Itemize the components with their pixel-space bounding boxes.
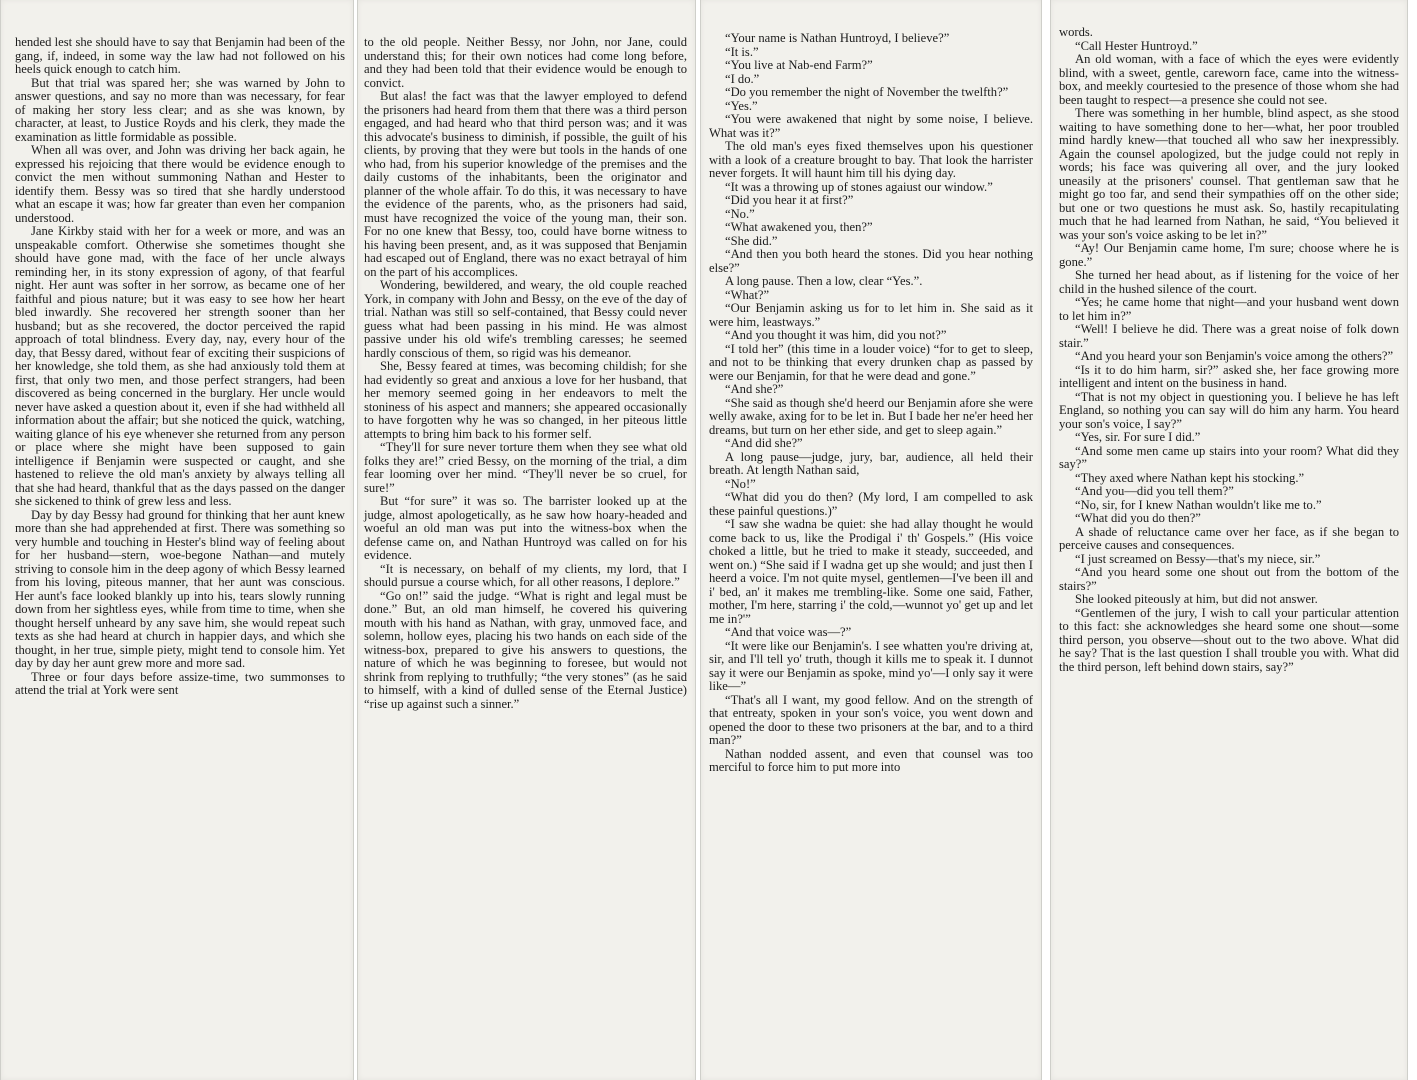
paragraph: “Did you hear it at first?” <box>725 193 854 207</box>
paragraph: “She did.” <box>725 233 778 248</box>
paragraph: When all was over, and John was driving her back again, he expressed his rejoicing that there would be evidence enough to convict the men without summoning Nathan and Hester to identify them. Bessy was so tired that she hardly understood what an escape it was; how far greater than even her companion understood. <box>15 143 345 225</box>
paragraph: But alas! the fact was that the lawyer employed to defend the prisoners had heard from them that there was a third person engaged, and had heard who that third person was; and it was this advocate's business to diminish, if possible, the guilt of his clients, by proving that they were but tools in the hands of one who had, from his superior knowledge of the premises and the daily customs of the inhabitants, been the originator and planner of the whole affair. To do this, it was necessary to have the evidence of the parents, who, as the prisoners had said, must have recognized the voice of the young man, their son. For no one knew that Bessy, too, could have borne witness to his having been present, and, as it was supposed that Benjamin had escaped out of England, there was no exact betrayal of him on the part of his accomplices. <box>364 89 687 279</box>
paragraph: “I just screamed on Bessy—that's my niece, sir.” <box>1075 551 1321 566</box>
paragraph: Nathan nodded assent, and even that counsel was too merciful to force him to put more into <box>709 746 1033 774</box>
paragraph: “And you heard your son Benjamin's voice among the others?” <box>1075 349 1394 363</box>
paragraph: The old man's eyes fixed themselves upon his questioner with a look of a creature brought to bay. That look the harrister never forgets. It will haunt him till his dying day. <box>709 139 1033 180</box>
paragraph: There was something in her humble, blind aspect, as she stood waiting to have something done to her—what, her poor troubled mind hardly knew—that touched all who saw her inexpressibly. Again the counsel apologized, but the judge could not reply in words; his face was quivering all over, and the jury looked uneasily at the prisoners' counsel. That gentleman saw that he might go too far, and send their sympathies off on the other side; but one or two questions he must ask. So, hastily recapitulating much that he had learned from Nathan, he said, “You believed it was your son's voice asking to be let in?” <box>1059 106 1399 242</box>
paragraph: She turned her head about, as if listening for the voice of her child in the hushed silence of the court. <box>1059 268 1399 296</box>
paragraph: “Do you remember the night of November the twelfth?” <box>725 85 1009 99</box>
paragraph: to the old people. Neither Bessy, nor John, nor Jane, could understand this; for their own notices had come long before, and they had been told that their evidence would be enough to convict. <box>364 35 687 90</box>
paragraph: “It were like our Benjamin's. I see whatten you're driving at, sir, and I'll tell yo' truth, though it kills me to speak it. I dunnot say it were our Benjamin as spoke, mind yo'—I only say it were like—” <box>709 638 1033 693</box>
paragraph: “She said as though she'd heerd our Benjamin afore she were welly awake, axing for to be let in. But I bade her ne'er heed her dreams, but turn on her ether side, and get to sleep again.” <box>709 395 1033 437</box>
paragraph: “I told her” (this time in a louder voice) “for to get to sleep, and not to be thinking that every drunken chap as passed by were our Benjamin, for that he were dead and gone.” <box>709 341 1033 383</box>
paragraph: “And she?” <box>725 382 784 396</box>
paragraph: “They'll for sure never torture them when they see what old folks they are!” cried Bessy, on the morning of the trial, a dim fear looming over her mind. “They'll never be so cruel, for sure!” <box>364 440 687 495</box>
paragraph: “That's all I want, my good fellow. And on the strength of that entreaty, spoken in your son's voice, you went down and opened the door to these two prisoners at the bar, and to a third man?” <box>709 692 1033 747</box>
paragraph: “Our Benjamin asking us for to let him in. She said as it were him, leastways.” <box>709 301 1033 329</box>
paragraph: “I saw she wadna be quiet: she had allay thought he would come back to us, like the Prodigal i' th' Gospels.” (His voice choked a little, but he tried to make it steady, succeeded, and went on.) “She said if I wadna get up she would; and just then I heerd a voice. I'm not quite mysel, gentlemen—I've been ill and i' bed, an' it makes me trembling-like. Some one said, Father, mother, I'm here, starring i' the cold,—wunnot yo' get up and let me in?'” <box>709 517 1033 626</box>
paragraph: “What awakened you, then?” <box>725 220 873 234</box>
article-column-3 <box>709 32 1033 775</box>
paragraph: A long pause—judge, jury, bar, audience, all held their breath. At length Nathan said, <box>709 449 1033 477</box>
paragraph: “Gentlemen of the jury, I wish to call your particular attention to this fact: she acknowledges she heard some one shout—some third person, you observe—shout out to the two above. What did he say? That is the last question I shall trouble you with. What did the third person, left behind down stairs, say?” <box>1059 605 1399 674</box>
paragraph: A long pause. Then a low, clear “Yes.”. <box>725 274 923 288</box>
paragraph: She looked piteously at him, but did not answer. <box>1075 592 1318 606</box>
paragraph: “That is not my object in questioning you. I believe he has left England, so nothing you can say will do him any harm. You heard your son's voice, I say?” <box>1059 389 1399 431</box>
paragraph: “Call Hester Huntroyd.” <box>1075 38 1198 53</box>
paragraph: Three or four days before assize-time, two summonses to attend the trial at York were sent <box>15 669 345 697</box>
paragraph: “No!” <box>725 476 756 491</box>
paragraph: “I do.” <box>725 71 760 86</box>
newspaper-clipping-column-4 <box>1050 0 1408 1080</box>
paragraph: “And then you both heard the stones. Did you hear nothing else?” <box>709 247 1033 275</box>
paragraph: “They axed where Nathan kept his stocking.” <box>1075 470 1305 485</box>
article-column-4 <box>1059 26 1399 674</box>
paragraph: “And some men came up stairs into your room? What did they say?” <box>1059 443 1399 471</box>
paragraph: “It was a throwing up of stones agaiust our window.” <box>725 179 993 194</box>
paragraph: She, Bessy feared at times, was becoming childish; for she had evidently so great and anxious a love for her husband, that her memory seemed going in her endeavors to melt the stoniness of his aspect and manners; she appeared occasionally to have forgotten why he was so changed, in her piteous little attempts to bring him back to his former self. <box>364 359 687 441</box>
paragraph: A shade of reluctance came over her face, as if she began to perceive causes and consequences. <box>1059 524 1399 552</box>
article-column-1 <box>15 36 345 698</box>
paragraph: “What did you do then? (My lord, I am compelled to ask these painful questions.)” <box>709 490 1033 518</box>
paragraph: “Yes.” <box>725 98 758 113</box>
paragraph: “And did she?” <box>725 436 803 450</box>
paragraph: words. <box>1059 25 1093 39</box>
paragraph: But that trial was spared her; she was warned by John to answer questions, and say no more than was necessary, for fear of making her story less clear; and as she was known, by character, at least, to Justice Royds and his clerk, they made the examination as little formidable as possible. <box>15 75 345 144</box>
paragraph: “And you thought it was him, did you not?” <box>725 328 947 342</box>
paragraph: An old woman, with a face of which the eyes were evidently blind, with a sweet, gentle, careworn face, came into the witness-box, and meekly courtesied to the presence of those whom she had been taught to respect—a presence she could not see. <box>1059 52 1399 107</box>
newspaper-clipping-column-1 <box>0 0 354 1080</box>
paragraph: “Well! I believe he did. There was a great noise of folk down stair.” <box>1059 322 1399 350</box>
paragraph: Day by day Bessy had ground for thinking that her aunt knew more than she had apprehended at first. There was something so very humble and touching in Hester's blind way of feeling about for her husband—stern, woe-begone Nathan—and mutely striving to console him in the deep agony of which Bessy learned from his loving, piteous manner, that her aunt was conscious. Her aunt's face looked blankly up into his, tears slowly running down from her sightless eyes, while from time to time, when she thought herself unheard by any save him, she would repeat such texts as she had heard at church in happier days, and which she thought, in her true, simple piety, might tend to console him. Yet day by day her aunt grew more and more sad. <box>15 507 345 670</box>
paragraph: “No.” <box>725 206 755 221</box>
paragraph: “Go on!” said the judge. “What is right and legal must be done.” But, an old man himself, he covered his quivering mouth with his hand as Nathan, with gray, unmoved face, and solemn, hollow eyes, placing his two hands on each side of the witness-box, prepared to give his answers to questions, the nature of which he was beginning to foresee, but would not shrink from replying to truthfully; “the very stones” (as he said to himself, with a kind of dulled sense of the Eternal Justice) “rise up against such a sinner.” <box>364 588 687 711</box>
paragraph: “Your name is Nathan Huntroyd, I believe?” <box>725 31 950 45</box>
paragraph: “Yes, sir. For sure I did.” <box>1075 430 1201 444</box>
paragraph: “And you heard some one shout out from the bottom of the stairs?” <box>1059 565 1399 593</box>
article-column-2 <box>364 36 687 711</box>
newspaper-clipping-column-2 <box>357 0 696 1080</box>
paragraph: “And you—did you tell them?” <box>1075 484 1234 498</box>
paragraph: “Yes; he came home that night—and your husband went down to let him in?” <box>1059 295 1399 323</box>
paragraph: “Is it to do him harm, sir?” asked she, her face growing more intelligent and intent on the business in hand. <box>1059 362 1399 390</box>
paragraph: hended lest she should have to say that Benjamin had been of the gang, if, indeed, in some way the law had not followed on his heels quick enough to catch him. <box>15 35 345 76</box>
paragraph: But “for sure” it was so. The barrister looked up at the judge, almost apologetically, as he saw how hoary-headed and woeful an old man was put into the witness-box when the defense came on, and Nathan Huntroyd was called on for his evidence. <box>364 494 687 562</box>
paragraph: “You live at Nab-end Farm?” <box>725 58 873 72</box>
paragraph: “And that voice was—?” <box>725 625 852 639</box>
paragraph: Jane Kirkby staid with her for a week or more, and was an unspeakable comfort. Otherwise she sometimes thought she should have gone mad, with the face of her uncle always reminding her, in its stony expression of agony, of that fearful night. Her aunt was softer in her sorrow, as became one of her faithful and pious nature; but it was easy to see how her heart bled inwardly. She recovered her strength sooner than her husband; but as she recovered, the doctor perceived the rapid approach of total blindness. Every day, nay, every hour of the day, that Bessy dared, without fear of exciting their suspicions of her knowledge, she told them, as she had anxiously told them at first, that only two men, and those perfect strangers, had been discovered as being concerned in the burglary. Her uncle would never have asked a question about it, even if she had withheld all information about the affair; but she noticed the quick, watching, waiting glance of his eye whenever she returned from any person or place where she might have been supposed to gain intelligence if Benjamin were suspected or caught, and she hastened to relieve the old man's anxiety by always telling all that she had heard, thankful that as the days passed on the danger she sickened to think of grew less and less. <box>15 224 345 508</box>
paragraph: “No, sir, for I knew Nathan wouldn't like me to.” <box>1075 497 1322 512</box>
paragraph: Wondering, bewildered, and weary, the old couple reached York, in company with John and Bessy, on the eve of the day of trial. Nathan was still so self-contained, that Bessy could never guess what had been passing in his mind. He was almost passive under his old wife's trembling caresses; he seemed hardly conscious of them, so rigid was his demeanor. <box>364 278 687 360</box>
paragraph: “What did you do then?” <box>1075 511 1201 525</box>
paragraph: “It is necessary, on behalf of my clients, my lord, that I should pursue a course which, for all other reasons, I deplore.” <box>364 561 687 589</box>
paragraph: “It is.” <box>725 44 759 59</box>
newspaper-clipping-column-3 <box>700 0 1042 1080</box>
paragraph: “What?” <box>725 287 770 302</box>
paragraph: “Ay! Our Benjamin came home, I'm sure; choose where he is gone.” <box>1059 241 1399 269</box>
paragraph: “You were awakened that night by some noise, I believe. What was it?” <box>709 112 1033 140</box>
